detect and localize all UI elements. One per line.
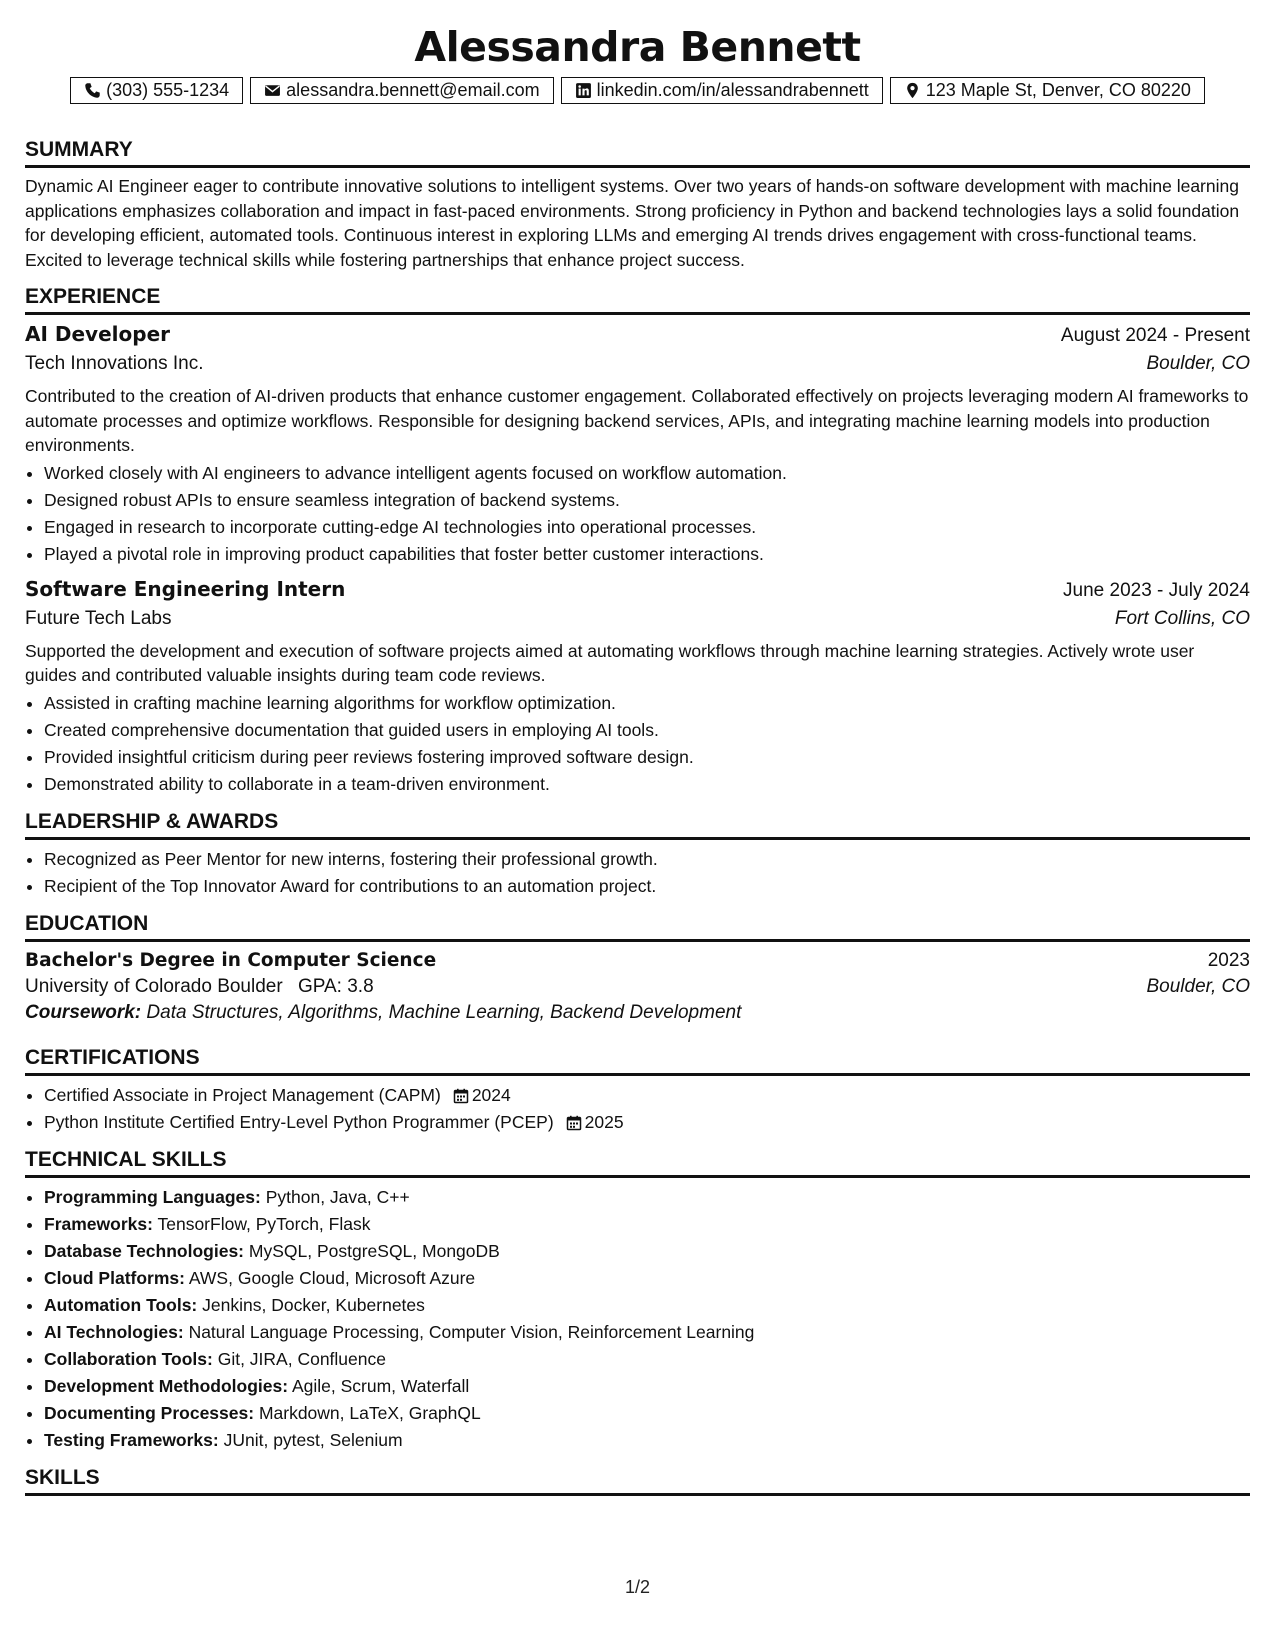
summary-section — [25, 138, 1250, 272]
skill-category: Frameworks: — [44, 1213, 153, 1234]
list-item — [44, 1082, 1250, 1109]
list-item: • Demonstrated ability to collaborate in a team-driven environment. — [44, 771, 1250, 798]
certifications-section — [25, 1046, 1250, 1136]
list-item — [44, 1109, 1250, 1136]
certifications-list — [25, 1082, 1250, 1136]
list-item — [44, 1265, 1250, 1292]
leadership-list — [25, 846, 1250, 900]
phone-icon — [84, 82, 101, 99]
job-company: Future Tech Labs — [25, 607, 172, 629]
leadership-section — [25, 810, 1250, 900]
calendar-icon — [566, 1115, 582, 1131]
list-item: • Assisted in crafting machine learning algorithms for workflow optimization. — [44, 690, 1250, 717]
email-chip[interactable] — [250, 77, 553, 104]
technical-skills-heading: TECHNICAL SKILLS — [25, 1148, 1250, 1178]
list-item — [44, 1346, 1250, 1373]
list-item — [44, 1373, 1250, 1400]
skill-category: AI Technologies: — [44, 1321, 184, 1342]
calendar-icon — [453, 1088, 469, 1104]
school-name: University of Colorado Boulder — [25, 975, 283, 997]
education-section — [25, 912, 1250, 1024]
certification-year: 2024 — [471, 1084, 511, 1105]
skill-category: Programming Languages: — [44, 1186, 261, 1207]
list-item — [44, 1292, 1250, 1319]
gpa: GPA: 3.8 — [297, 975, 374, 997]
skill-values: MySQL, PostgreSQL, MongoDB — [248, 1240, 500, 1261]
list-item — [44, 1184, 1250, 1211]
experience-heading: EXPERIENCE — [25, 285, 1250, 315]
certification-name: Python Institute Certified Entry-Level Python Programmer (PCEP) — [44, 1111, 554, 1132]
skill-values: Agile, Scrum, Waterfall — [291, 1375, 470, 1396]
experience-section — [25, 285, 1250, 798]
skill-category: Documenting Processes: — [44, 1402, 255, 1423]
list-item: • Provided insightful criticism during peer reviews fostering improved software design. — [44, 744, 1250, 771]
job-company: Tech Innovations Inc. — [25, 353, 204, 374]
address-text: 123 Maple St, Denver, CO 80220 — [925, 80, 1191, 100]
job-dates: August 2024 - Present — [1060, 325, 1250, 346]
technical-skills-section — [25, 1148, 1250, 1454]
coursework-label: Coursework: — [25, 1001, 142, 1023]
envelope-icon — [264, 82, 281, 99]
job-description: Supported the development and execution of software projects aimed at automating workflows through machine learning strategies. Actively wrote user guides and contributed valuable insights during team code reviews. — [25, 640, 1195, 685]
skill-values: Markdown, LaTeX, GraphQL — [258, 1402, 481, 1423]
skills-heading: SKILLS — [25, 1466, 1250, 1496]
job-location: Fort Collins, CO — [1114, 607, 1250, 629]
certification-name: Certified Associate in Project Management (CAPM) — [44, 1084, 441, 1105]
coursework-list: Data Structures, Algorithms, Machine Learning, Backend Development — [146, 1001, 742, 1023]
skills-section — [25, 1466, 1250, 1496]
linkedin-chip[interactable] — [561, 77, 883, 104]
list-item: • Played a pivotal role in improving product capabilities that foster better customer interactions. — [44, 541, 1250, 568]
job-entry — [25, 322, 1250, 568]
certifications-heading: CERTIFICATIONS — [25, 1046, 1250, 1076]
page-number: 1/2 — [624, 1577, 651, 1597]
list-item: • Worked closely with AI engineers to advance intelligent agents focused on workflow automation. — [44, 460, 1250, 487]
skill-values: Natural Language Processing, Computer Vision, Reinforcement Learning — [188, 1321, 755, 1342]
list-item: • Designed robust APIs to ensure seamless integration of backend systems. — [44, 487, 1250, 514]
skill-values: Jenkins, Docker, Kubernetes — [202, 1294, 425, 1315]
degree-title: Bachelor's Degree in Computer Science — [25, 949, 437, 971]
job-entry — [25, 577, 1250, 798]
contact-bar — [25, 77, 1250, 104]
list-item — [44, 1400, 1250, 1427]
skill-values: AWS, Google Cloud, Microsoft Azure — [188, 1267, 476, 1288]
candidate-name: Alessandra Bennett — [414, 23, 861, 71]
school-location: Boulder, CO — [1146, 975, 1250, 997]
skill-category: Automation Tools: — [44, 1294, 198, 1315]
list-item — [44, 1319, 1250, 1346]
list-item — [44, 1211, 1250, 1238]
phone-text: (303) 555-1234 — [106, 80, 230, 100]
job-location: Boulder, CO — [1146, 353, 1250, 374]
skill-values: Git, JIRA, Confluence — [217, 1348, 386, 1369]
certification-year: 2025 — [584, 1111, 624, 1132]
skill-values: JUnit, pytest, Selenium — [223, 1429, 403, 1450]
linkedin-text: linkedin.com/in/alessandrabennett — [596, 80, 869, 100]
linkedin-icon — [575, 82, 592, 99]
job-title: AI Developer — [25, 322, 170, 346]
skill-values: Python, Java, C++ — [265, 1186, 410, 1207]
skill-category: Testing Frameworks: — [44, 1429, 219, 1450]
skill-values: TensorFlow, PyTorch, Flask — [157, 1213, 371, 1234]
summary-heading: SUMMARY — [25, 138, 1250, 168]
list-item — [44, 1238, 1250, 1265]
technical-skills-list — [25, 1184, 1250, 1454]
skill-category: Cloud Platforms: — [44, 1267, 185, 1288]
skill-category: Development Methodologies: — [44, 1375, 289, 1396]
list-item — [44, 1427, 1250, 1454]
skill-category: Collaboration Tools: — [44, 1348, 213, 1369]
education-heading: EDUCATION — [25, 912, 1250, 942]
job-dates: June 2023 - July 2024 — [1063, 579, 1250, 601]
skill-category: Database Technologies: — [44, 1240, 245, 1261]
coursework — [25, 1002, 1250, 1024]
phone-chip[interactable] — [70, 77, 243, 104]
leadership-heading: LEADERSHIP & AWARDS — [25, 810, 1250, 840]
job-bullets — [25, 460, 1250, 568]
job-title: Software Engineering Intern — [25, 576, 346, 601]
list-item: • Created comprehensive documentation that guided users in employing AI tools. — [44, 717, 1250, 744]
map-pin-icon — [904, 82, 921, 99]
graduation-year: 2023 — [1207, 949, 1250, 971]
job-bullets — [25, 690, 1250, 798]
email-text: alessandra.bennett@email.com — [286, 80, 540, 100]
list-item: • Engaged in research to incorporate cutting-edge AI technologies into operational processes. — [44, 514, 1250, 541]
list-item: • Recipient of the Top Innovator Award for contributions to an automation project. — [44, 873, 1250, 900]
job-description: Contributed to the creation of AI-driven products that enhance customer engagement. Collaborated effectively on projects leveraging modern AI frameworks to automate processes and optimize workflows. Responsible for designing backend services, APIs, and integrating machine learning models into production environments. — [25, 386, 1249, 455]
address-chip — [890, 77, 1205, 104]
list-item: • Recognized as Peer Mentor for new interns, fostering their professional growth. — [44, 846, 1250, 873]
resume-page — [25, 0, 1250, 1496]
summary-text: Dynamic AI Engineer eager to contribute innovative solutions to intelligent systems. Over two years of hands-on software development with machine learning applications emphasizes collaboration and impact in fast-paced environments. Strong proficiency in Python and backend technologies lays a solid foundation for developing efficient, automated tools. Continuous interest in exploring LLMs and emerging AI trends drives engagement with cross-functional teams. Excited to leverage technical skills while fostering partnerships that enhance project success. — [25, 176, 1240, 270]
